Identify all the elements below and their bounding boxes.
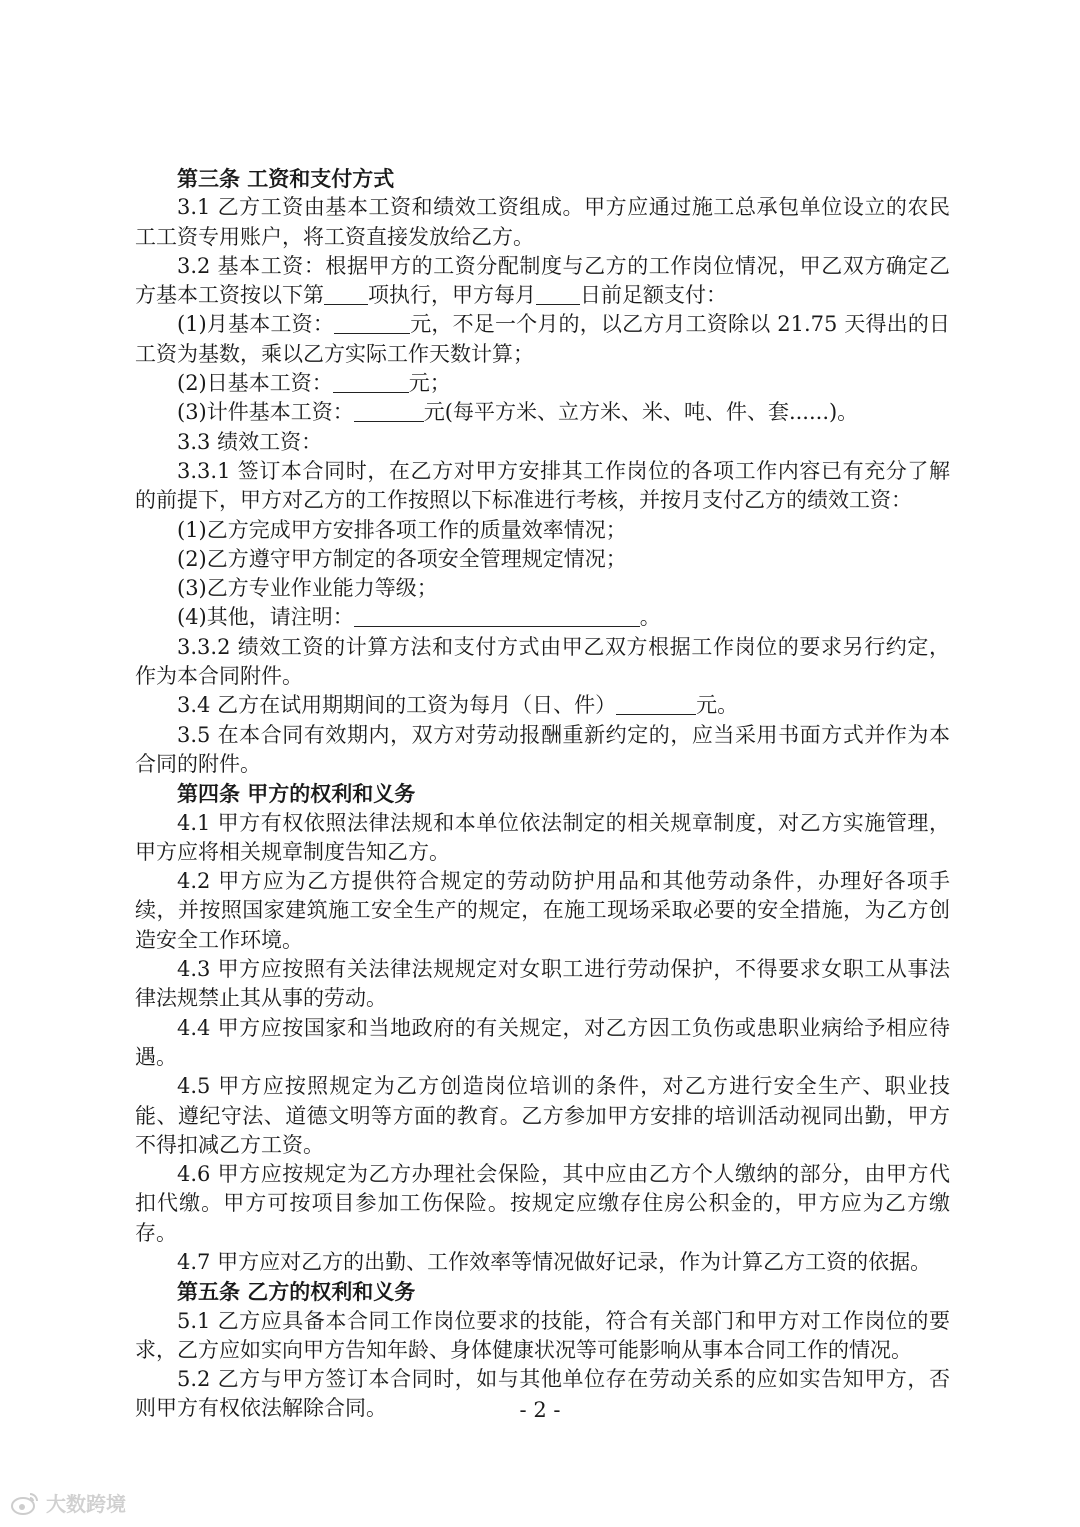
criterion-4: (4)其他，请注明： 。 <box>177 605 661 630</box>
clause-5-2: 5.2 乙方与甲方签订本合同时，如与其他单位存在劳动关系的应如实告知甲方，否则甲方有权依法解除合同。 <box>135 1367 950 1421</box>
criterion-2: (2)乙方遵守甲方制定的各项安全管理规定情况； <box>177 546 627 571</box>
weibo-logo-icon <box>10 1490 40 1516</box>
clause-3-4: 3.4 乙方在试用期期间的工资为每月（日、件） 元。 <box>177 693 739 718</box>
clause-4-1: 4.1 甲方有权依照法律法规和本单位依法制定的相关规章制度，对乙方实施管理，甲方应将相关规章制度告知乙方。 <box>135 810 950 864</box>
clause-3-3: 3.3 绩效工资： <box>177 429 323 454</box>
clause-3-2: 3.2 基本工资：根据甲方的工资分配制度与乙方的工作岗位情况，甲乙双方确定乙方基本工资按以下第 项执行，甲方每月 日前足额支付： <box>135 253 950 308</box>
blank-piece-wage <box>354 401 424 422</box>
blank-daily-wage <box>333 372 409 393</box>
clause-4-3: 4.3 甲方应按照有关法律法规规定对女职工进行劳动保护，不得要求女职工从事法律法规禁止其从事的劳动。 <box>135 957 950 1011</box>
blank-other-criterion <box>354 606 640 627</box>
blank-monthly-wage <box>334 313 410 334</box>
watermark <box>10 1488 126 1517</box>
criterion-1: (1)乙方完成甲方安排各项工作的质量效率情况； <box>177 517 627 542</box>
clause-4-5: 4.5 甲方应按照规定为乙方创造岗位培训的条件，对乙方进行安全生产、职业技能、遵纪守法、道德文明等方面的教育。乙方参加甲方安排的培训活动视同出勤，甲方不得扣减乙方工资。 <box>135 1074 950 1157</box>
clause-4-7: 4.7 甲方应对乙方的出勤、工作效率等情况做好记录，作为计算乙方工资的依据。 <box>177 1249 932 1274</box>
criterion-3: (3)乙方专业作业能力等级； <box>177 576 438 601</box>
clause-3-5: 3.5 在本合同有效期内，双方对劳动报酬重新约定的，应当采用书面方式并作为本合同的附件。 <box>135 722 950 776</box>
clause-3-2-2: (2)日基本工资： 元； <box>177 371 451 396</box>
page-number: - 2 - <box>519 1398 561 1422</box>
blank-pay-day <box>536 284 580 305</box>
clause-3-3-1: 3.3.1 签订本合同时，在乙方对甲方安排其工作岗位的各项工作内容已有充分了解的前提下，甲方对乙方的工作按照以下标准进行考核，并按月支付乙方的绩效工资： <box>135 458 950 513</box>
article-3-heading: 第三条 工资和支付方式 <box>177 166 395 191</box>
clause-3-1: 3.1 乙方工资由基本工资和绩效工资组成。甲方应通过施工总承包单位设立的农民工工资专用账户，将工资直接发放给乙方。 <box>135 195 950 249</box>
blank-probation-wage <box>616 694 696 715</box>
article-4-heading: 第四条 甲方的权利和义务 <box>177 781 416 807</box>
clause-4-6: 4.6 甲方应按规定为乙方办理社会保险，其中应由乙方个人缴纳的部分，由甲方代扣代缴。甲方可按项目参加工伤保险。按规定应缴存住房公积金的，甲方应为乙方缴存。 <box>135 1162 950 1245</box>
contract-page <box>135 164 950 1424</box>
article-5-heading: 第五条 乙方的权利和义务 <box>177 1279 416 1305</box>
blank-item-number <box>324 284 368 305</box>
clause-5-1: 5.1 乙方应具备本合同工作岗位要求的技能，符合有关部门和甲方对工作岗位的要求，乙方应如实向甲方告知年龄、身体健康状况等可能影响从事本合同工作的情况。 <box>135 1308 950 1362</box>
clause-3-2-3: (3)计件基本工资： 元(每平方米、立方米、米、吨、件、套......)。 <box>177 400 859 425</box>
clause-3-2-1: (1)月基本工资： 元，不足一个月的，以乙方月工资除以 21.75 天得出的日工资为基数，乘以乙方实际工作天数计算； <box>135 312 951 366</box>
clause-4-4: 4.4 甲方应按国家和当地政府的有关规定，对乙方因工负伤或患职业病给予相应待遇。 <box>135 1015 950 1069</box>
clause-3-3-2: 3.3.2 绩效工资的计算方法和支付方式由甲乙双方根据工作岗位的要求另行约定，作为本合同附件。 <box>135 634 950 689</box>
clause-4-2: 4.2 甲方应为乙方提供符合规定的劳动防护用品和其他劳动条件，办理好各项手续，并按照国家建筑施工安全生产的规定，在施工现场采取必要的安全措施，为乙方创造安全工作环境。 <box>135 869 950 952</box>
watermark-text: 大数跨境 <box>46 1492 126 1516</box>
